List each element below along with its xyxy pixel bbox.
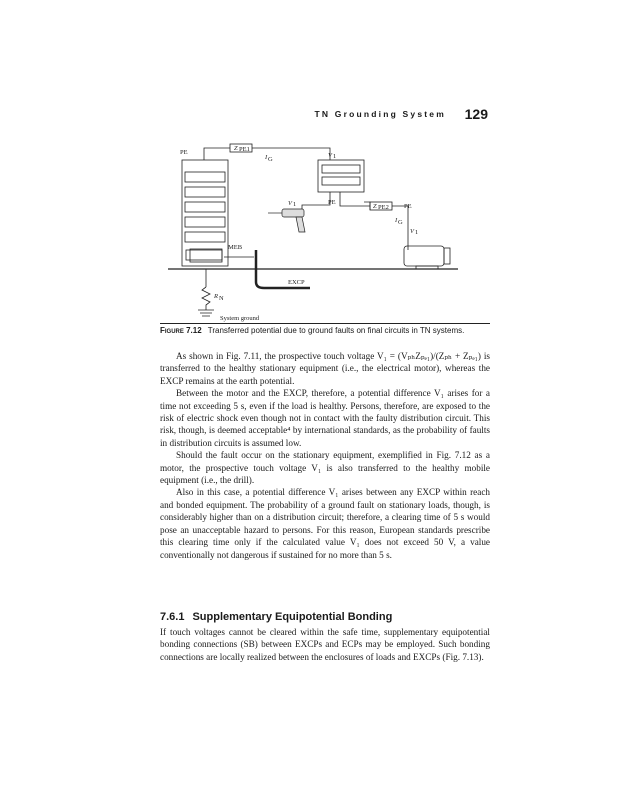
label-v1-drill-sub: 1 — [293, 201, 297, 208]
section-paragraph-1: If touch voltages cannot be cleared within the safe time, supplementary equipotential bonding connections (SB) between EXCPs and ECPs may be employed. Such bonding connections are locally realized between the enclosures of loads and EXCPs (Fig. 7.13). — [160, 627, 490, 662]
label-v1-top: V — [328, 152, 332, 159]
label-excp: EXCP — [288, 279, 305, 286]
label-rn-sub: N — [219, 295, 224, 302]
label-zpe1-sub: PE1 — [239, 146, 250, 153]
paragraph-4: Also in this case, a potential difference V₁ arises between any EXCP within reach and bonded equipment. The probability of a ground fault on stationary loads, though, is considerably higher than on a distribution circuit; therefore, a clearing time of 5 s would pose an unacceptable hazard to persons. For this reason, European standards prescribe this clearing time only if the calculated value V₁ does not exceed 50 V, a value conventionally not dangerous if sustained for no more than 5 s. — [160, 487, 490, 560]
label-pe-right: PE — [404, 203, 412, 210]
label-zpe2: Z — [373, 203, 377, 210]
page-header — [160, 106, 488, 126]
label-ig-right: I — [395, 217, 398, 224]
label-zpe1: Z — [234, 145, 238, 152]
ground-symbol — [198, 310, 214, 316]
section-number: 7.6.1 — [160, 611, 185, 623]
paragraph-3: Should the fault occur on the stationary equipment, exemplified in Fig. 7.12 as a motor, the prospective touch voltage V₁ is also transferred to the healthy mobile equipment (i.e., the drill). — [160, 450, 490, 486]
caption-label: Figure 7.12 — [160, 326, 202, 335]
label-pe-left: PE — [180, 149, 188, 156]
figure-7-12 — [160, 132, 488, 322]
body-text — [160, 350, 490, 561]
circuit-diagram — [160, 132, 488, 322]
label-ig-top: I — [265, 154, 268, 161]
rn-resistor — [202, 287, 210, 310]
page-number: 129 — [464, 106, 488, 122]
motor — [404, 246, 444, 266]
label-ig-top-sub: G — [268, 156, 273, 163]
label-v1-drill: V — [288, 200, 292, 207]
caption-rule — [160, 323, 490, 324]
paragraph-2: Between the motor and the EXCP, therefore, a potential difference V₁ arises for a time not exceeding 5 s, even if the load is healthy. Persons, therefore, are exposed to the risk of electric shock even though not in contact with the faulty distribution circuit. This risk, though, is deemed acceptable⁴ by international standards, as the probability of faults in distribution circuits is assumed low. — [160, 388, 490, 448]
running-title: TN Grounding System — [314, 109, 446, 119]
section-heading — [160, 611, 490, 623]
label-meb: MEB — [228, 244, 243, 251]
label-v1-motor-sub: 1 — [415, 229, 419, 236]
section-title: Supplementary Equipotential Bonding — [192, 611, 393, 623]
figure-caption — [160, 323, 490, 336]
label-v1-motor: V — [410, 228, 414, 235]
caption-text: Transferred potential due to ground faults on final circuits in TN systems. — [207, 326, 465, 335]
drill-icon — [268, 209, 305, 232]
label-pe-mid: PE — [328, 199, 336, 206]
label-ig-right-sub: G — [398, 219, 403, 226]
label-v1-top-sub: 1 — [333, 153, 337, 160]
label-zpe2-sub: PE2 — [378, 204, 389, 211]
paragraph-1: As shown in Fig. 7.11, the prospective touch voltage V₁ = (VₚₕZₚₑ₁)/(Zₚₕ + Zₚₑ₁) is transferred to the healthy stationary equipment (i.e., the electrical motor), whereas the EXCP remains at the earth potential. — [160, 351, 490, 386]
label-system-ground: System ground — [220, 315, 260, 322]
label-rn: R — [214, 293, 218, 300]
section-text — [160, 626, 490, 663]
